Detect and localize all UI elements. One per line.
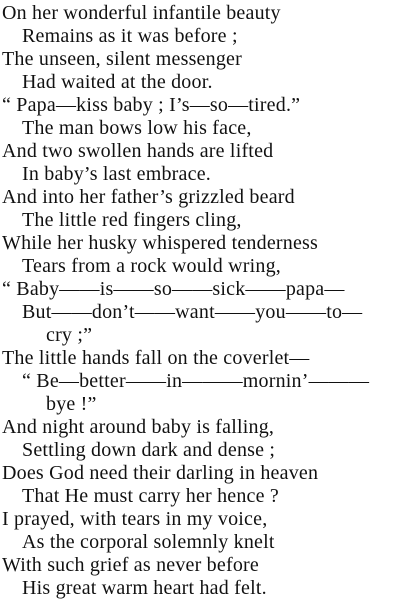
poem-line: I prayed, with tears in my voice, (2, 508, 268, 530)
poem-line: As the corporal solemnly knelt (22, 531, 275, 553)
poem-line: With such grief as never before (2, 554, 259, 576)
poem-line: Tears from a rock would wring, (22, 255, 281, 277)
poem-line: His great warm heart had felt. (22, 577, 267, 599)
poem-line: Had waited at the door. (22, 71, 213, 93)
poem-line: Remains as it was before ; (22, 25, 238, 47)
poem-line: The unseen, silent messenger (2, 48, 242, 70)
poem-line: Does God need their darling in heaven (2, 462, 319, 484)
poem-line: bye !” (46, 393, 97, 415)
poem-line: “ Papa—kiss baby ; I’s—so—tired.” (2, 94, 301, 116)
poem-line: In baby’s last embrace. (22, 163, 211, 185)
poem-line: The little red fingers cling, (22, 209, 242, 231)
poem-line: cry ;” (46, 324, 93, 346)
poem-line: The little hands fall on the coverlet— (2, 347, 310, 369)
poem-line: Settling down dark and dense ; (22, 439, 276, 461)
poem-line: “ Baby——is——so——sick——papa— (2, 278, 345, 300)
poem-line: That He must carry her hence ? (22, 485, 279, 507)
poem-line: And night around baby is falling, (2, 416, 275, 438)
poem-line: And into her father’s grizzled beard (2, 186, 295, 208)
poem-line: And two swollen hands are lifted (2, 140, 274, 162)
poem-line: The man bows low his face, (22, 117, 252, 139)
poem-line: “ Be—better——in———mornin’——— (22, 370, 370, 392)
poem-line: While her husky whispered tenderness (2, 232, 318, 254)
poem-line: But——don’t——want——you——to— (22, 301, 363, 323)
poem-line: On her wonderful infantile beauty (2, 2, 281, 24)
